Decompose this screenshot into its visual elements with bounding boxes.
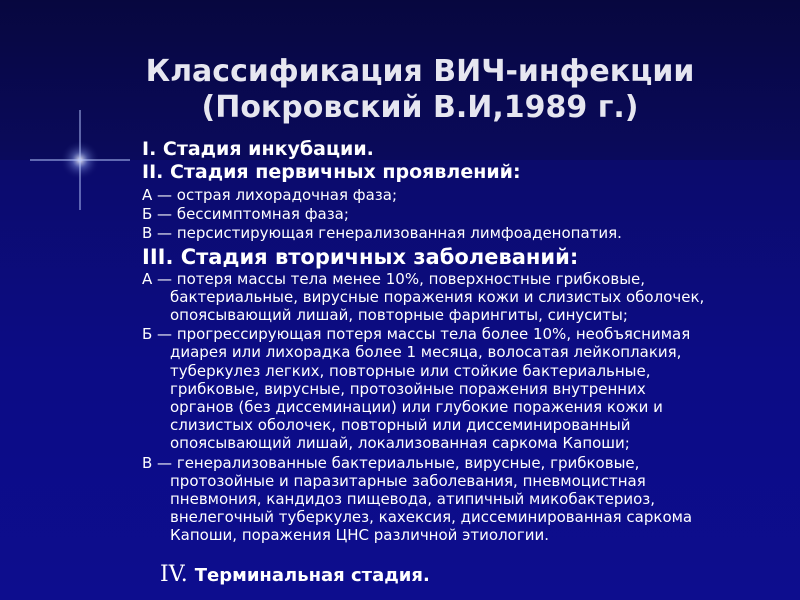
slide-title (100, 54, 740, 126)
title-line-2: (Покровский В.И,1989 г.) (201, 90, 639, 125)
stage-3-item-c: В — генерализованные бактериальные, вирусные, грибковые, протозойные и паразитарные заболевания, пневмоцистная пневмония, кандидоз пищевода, атипичный микобактериоз, внелегочный туберкулез, кахексия, диссеминированная саркома Капоши, поражения ЦНС различной этиологии. (142, 453, 693, 545)
stage-4-heading (160, 562, 430, 589)
stage-2-item-a: А — острая лихорадочная фаза; (142, 186, 398, 204)
stage-4-numeral: IV. (160, 562, 188, 587)
stage-3-item-b: Б — прогрессирующая потеря массы тела более 10%, необъяснимая диарея или лихорадка более 1 месяца, волосатая лейкоплакия, туберкулез легких, повторные или стойкие бактериальные, грибковые, вирусные, протозойные поражения внутренних органов (без диссеминации) или глубокие поражения кожи и слизистых оболочек, повторный или диссеминированный опоясывающий лишай, локализованная саркома Капоши; (142, 325, 691, 453)
title-line-1: Классификация ВИЧ-инфекции (145, 54, 695, 89)
stage-3-item-a: А — потеря массы тела менее 10%, поверхностные грибковые, бактериальные, вирусные поражения кожи и слизистых оболочек, опоясывающий лишай, повторные фарингиты, синуситы; (142, 269, 705, 325)
stage-1-heading: I. Стадия инкубации. (142, 138, 374, 160)
stage-4-text: Терминальная стадия. (194, 565, 430, 586)
stage-2-heading: II. Стадия первичных проявлений: (142, 161, 521, 183)
stage-2-item-b: Б — бессимптомная фаза; (142, 205, 349, 224)
stage-3-heading: III. Стадия вторичных заболеваний: (142, 244, 579, 269)
slide-content (142, 138, 712, 546)
stage-2-item-c: В — персистирующая генерализованная лимфоаденопатия. (142, 224, 622, 243)
